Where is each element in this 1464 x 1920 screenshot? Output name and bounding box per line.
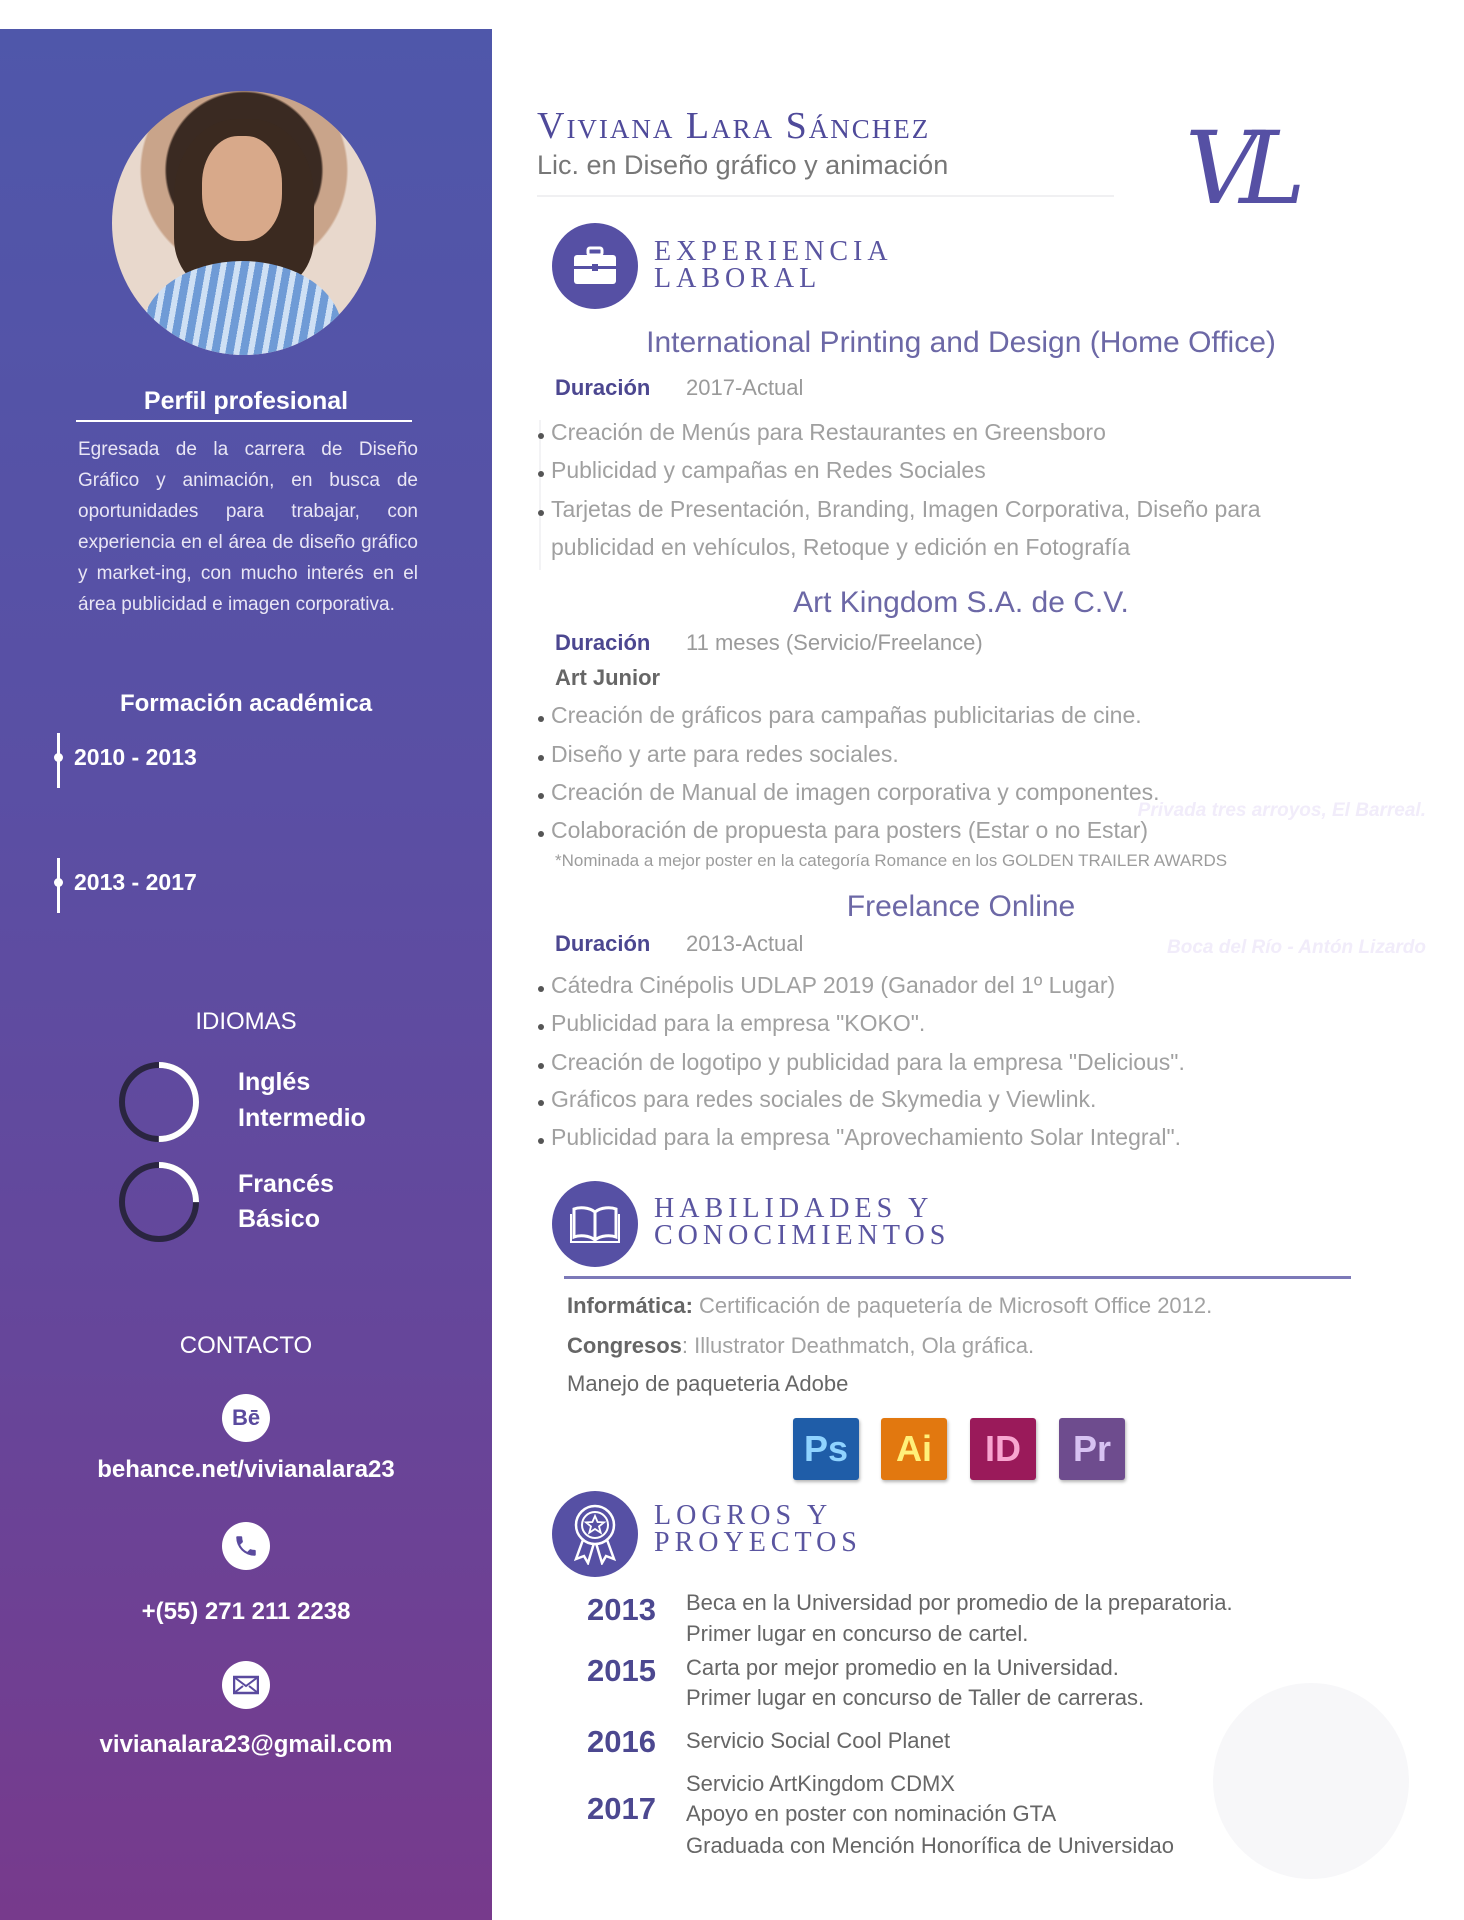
person-title: Lic. en Diseño gráfico y animación <box>537 150 949 180</box>
achievement-year: 2013 <box>587 1592 656 1627</box>
skill-label: Congresos <box>567 1333 682 1358</box>
education-title: Formación académica <box>119 690 373 717</box>
skill-congresos <box>567 1333 1034 1359</box>
profile-text: Egresada de la carrera de Diseño Gráfico y animación, en busca de oportunidades para trabajar, con experiencia en el área de diseño gráfico y market-ing, con mucho interés en el área publicidad e imagen corporativa. <box>78 439 418 615</box>
mail-icon <box>222 1661 270 1709</box>
illustrator-icon: Ai <box>881 1418 947 1480</box>
edu-school: TecMilenio <box>1324 898 1426 920</box>
section-title: PROYECTOS <box>654 1527 862 1558</box>
job-role: Art Junior <box>555 665 661 690</box>
language-name: Inglés <box>238 1068 311 1096</box>
edu-years: 2013 - 2017 <box>74 869 197 895</box>
book-icon <box>552 1181 638 1267</box>
decorative-circle <box>1213 1683 1409 1879</box>
edu-location: Privada tres arroyos, El Barreal. <box>1137 800 1426 821</box>
duration-label: Duración <box>555 630 651 655</box>
achievement-year: 2016 <box>587 1724 656 1759</box>
timeline-dot <box>54 878 63 887</box>
job-bullet: Tarjetas de Presentación, Branding, Imagen Corporativa, Diseño para <box>551 496 1261 522</box>
job-bullet: Diseño y arte para redes sociales. <box>551 741 899 767</box>
email-link[interactable]: vivianalara23@gmail.com <box>99 1731 393 1758</box>
job-title: International Printing and Design (Home Office) <box>646 326 1276 359</box>
job-note: *Nominada a mejor poster en la categoría Romance en los GOLDEN TRAILER AWARDS <box>555 851 1228 870</box>
profile-photo <box>112 91 376 355</box>
skill-value: : Illustrator Deathmatch, Ola gráfica. <box>681 1333 1035 1358</box>
edu-location: Boca del Río - Antón Lizardo <box>1167 937 1426 958</box>
achievement-text: Servicio Social Cool Planet <box>686 1728 951 1753</box>
language-level: Básico <box>238 1205 320 1233</box>
skill-adobe-label: Manejo de paqueteria Adobe <box>567 1371 849 1396</box>
job-bullet: Creación de logotipo y publicidad para la empresa "Delicious". <box>551 1049 1185 1075</box>
job-title: Freelance Online <box>846 890 1076 923</box>
section-title: LABORAL <box>654 263 822 294</box>
timeline-dot <box>54 753 63 762</box>
language-ring <box>117 1060 201 1144</box>
achievement-text: Primer lugar en concurso de cartel. <box>686 1621 1029 1646</box>
job-bullet: Colaboración de propuesta para posters (Estar o no Estar) <box>551 817 1149 843</box>
edu-school: Instituo Anglo <box>1292 745 1426 767</box>
skills-divider <box>564 1276 1351 1279</box>
skill-informatica <box>567 1293 1212 1319</box>
skill-label: Informática: <box>567 1293 693 1318</box>
language-level: Intermedio <box>238 1104 366 1132</box>
premiere-icon: Pr <box>1059 1418 1125 1480</box>
header-divider <box>537 195 1114 197</box>
award-ribbon-icon <box>552 1491 638 1577</box>
profile-title: Perfil profesional <box>143 387 349 415</box>
achievement-year: 2017 <box>587 1791 656 1826</box>
contact-title: CONTACTO <box>179 1332 313 1359</box>
achievement-text: Carta por mejor promedio en la Universidad. <box>686 1655 1119 1680</box>
phone-number[interactable]: +(55) 271 211 2238 <box>141 1598 351 1625</box>
behance-icon: Bē <box>222 1394 270 1442</box>
duration-label: Duración <box>555 931 651 956</box>
duration-value: 2013-Actual <box>686 931 804 956</box>
photoshop-icon: Ps <box>793 1418 859 1480</box>
job-title: Art Kingdom S.A. de C.V. <box>793 586 1129 619</box>
indesign-icon: ID <box>970 1418 1036 1480</box>
job-bullet: Publicidad para la empresa "KOKO". <box>551 1010 926 1036</box>
job-bullet: Cátedra Cinépolis UDLAP 2019 (Ganador del 1º Lugar) <box>551 972 1116 998</box>
duration-label: Duración <box>555 375 651 400</box>
profile-underline <box>76 420 412 422</box>
edu-school: de Córdoba <box>1314 770 1426 792</box>
achievement-text: Servicio ArtKingdom CDMX <box>686 1771 955 1796</box>
section-title: EXPERIENCIA <box>654 236 893 267</box>
languages-title: IDIOMAS <box>195 1008 297 1035</box>
achievement-text: Beca en la Universidad por promedio de la preparatoria. <box>686 1590 1233 1615</box>
person-name: Viviana Lara Sánchez <box>537 105 931 147</box>
achievement-text: Apoyo en poster con nominación GTA <box>686 1801 1057 1826</box>
job-bullet: Creación de Menús para Restaurantes en Greensboro <box>551 419 1106 445</box>
job-bullet: Gráficos para redes sociales de Skymedia y Viewlink. <box>551 1086 1097 1112</box>
skill-value: Certificación de paquetería de Microsoft Office 2012. <box>692 1293 1213 1318</box>
section-title: HABILIDADES Y <box>654 1193 934 1224</box>
job-bullet: Creación de gráficos para campañas publicitarias de cine. <box>551 702 1142 728</box>
duration-value: 2017-Actual <box>686 375 804 400</box>
phone-icon <box>222 1522 270 1570</box>
language-name: Francés <box>238 1170 334 1198</box>
edu-school: Universidad <box>1311 872 1426 894</box>
job-bullet-cont: publicidad en vehículos, Retoque y edición en Fotografía <box>551 534 1131 560</box>
behance-link[interactable]: behance.net/vivianalara23 <box>97 1456 395 1483</box>
monogram-logo: VL <box>1185 110 1288 227</box>
job-bullet: Publicidad para la empresa "Aprovechamiento Solar Integral". <box>551 1124 1182 1150</box>
duration-value: 11 meses (Servicio/Freelance) <box>686 630 983 655</box>
briefcase-icon <box>552 223 638 309</box>
edu-years: 2010 - 2013 <box>74 744 197 770</box>
achievement-year: 2015 <box>587 1653 656 1688</box>
section-title: CONOCIMIENTOS <box>654 1220 951 1251</box>
achievement-text: Graduada con Mención Honorífica de Universidao <box>686 1833 1174 1858</box>
job-bullet: Publicidad y campañas en Redes Sociales <box>551 457 986 483</box>
section-title: LOGROS Y <box>654 1500 833 1531</box>
achievement-text: Primer lugar en concurso de Taller de carreras. <box>686 1685 1145 1710</box>
job-bullet: Creación de Manual de imagen corporativa y componentes. <box>551 779 1160 805</box>
experience-rule <box>539 420 541 570</box>
language-ring <box>117 1160 201 1244</box>
